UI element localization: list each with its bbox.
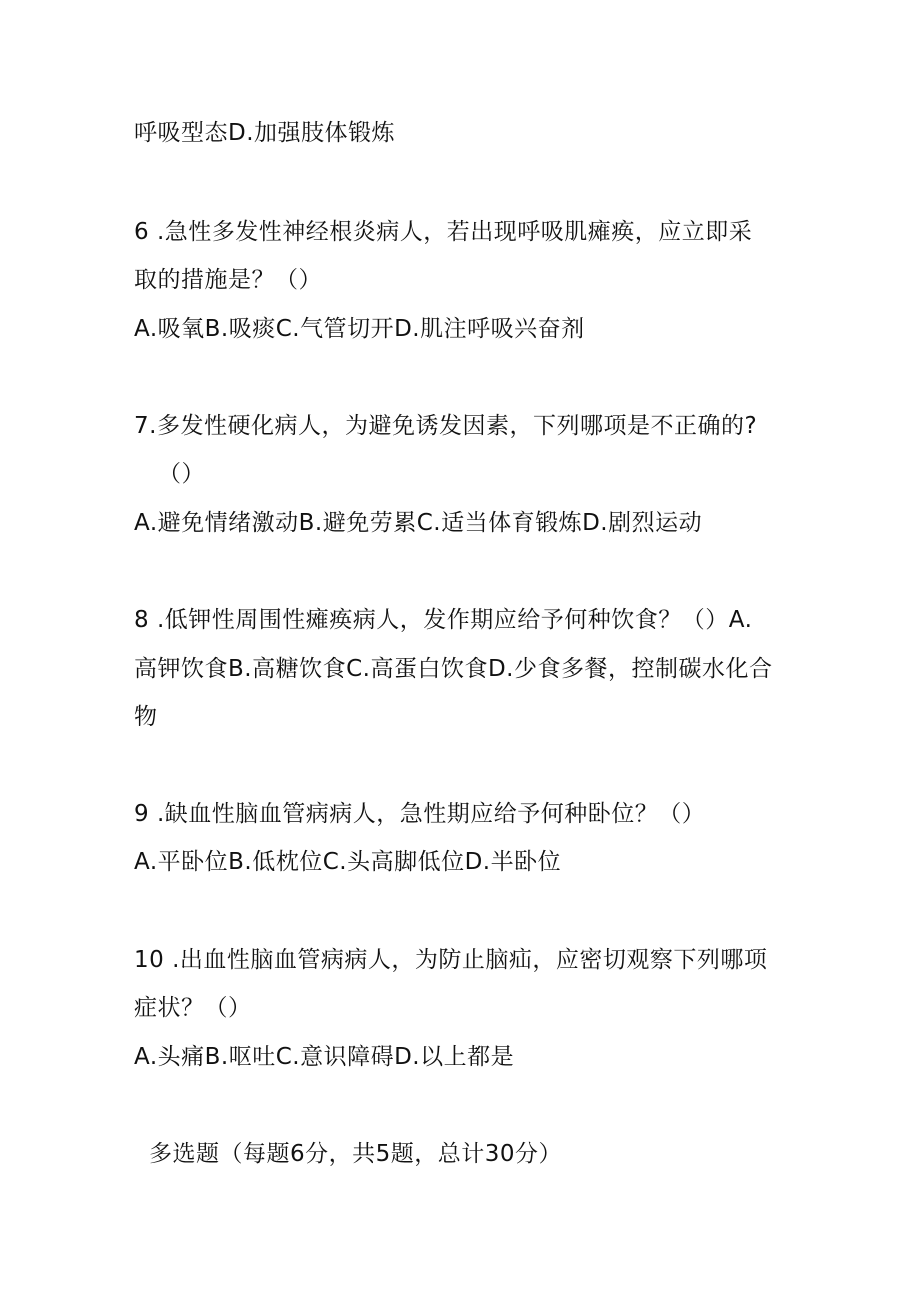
q7-question-line-1: 7.多发性硬化病人，为避免诱发因素，下列哪项是不正确的? [134, 413, 758, 439]
q5-options-continuation: 呼吸型态D.加强肢体锻炼 [134, 120, 396, 146]
q7-question-line-2: （） [158, 461, 205, 487]
q10-question-line-2: 症状？（） [134, 995, 252, 1021]
q6-question-line-1: 6 .急性多发性神经根炎病人，若出现呼吸肌瘫痪，应立即采 [134, 219, 753, 245]
q10-options: A.头痛B.呕吐C.意识障碍D.以上都是 [134, 1044, 515, 1070]
section-heading-multiple-choice: 多选题（每题6分，共5题，总计30分） [149, 1141, 563, 1167]
q6-options: A.吸氧B.吸痰C.气管切开D.肌注呼吸兴奋剂 [134, 316, 585, 342]
q8-question-line-2: 高钾饮食B.高糖饮食C.高蛋白饮食D.少食多餐，控制碳水化合 [134, 656, 773, 682]
q9-question: 9 .缺血性脑血管病病人，急性期应给予何种卧位？（） [134, 801, 706, 827]
q7-options: A.避免情绪激动B.避免劳累C.适当体育锻炼D.剧烈运动 [134, 510, 703, 536]
q8-question-line-3: 物 [134, 704, 158, 730]
q9-options: A.平卧位B.低枕位C.头高脚低位D.半卧位 [134, 849, 562, 875]
q10-question-line-1: 10 .出血性脑血管病病人，为防止脑疝，应密切观察下列哪项 [134, 947, 768, 973]
q8-question-line-1: 8 .低钾性周围性瘫痪病人，发作期应给予何种饮食？（）A. [134, 607, 753, 633]
q6-question-line-2: 取的措施是？（） [134, 267, 322, 293]
